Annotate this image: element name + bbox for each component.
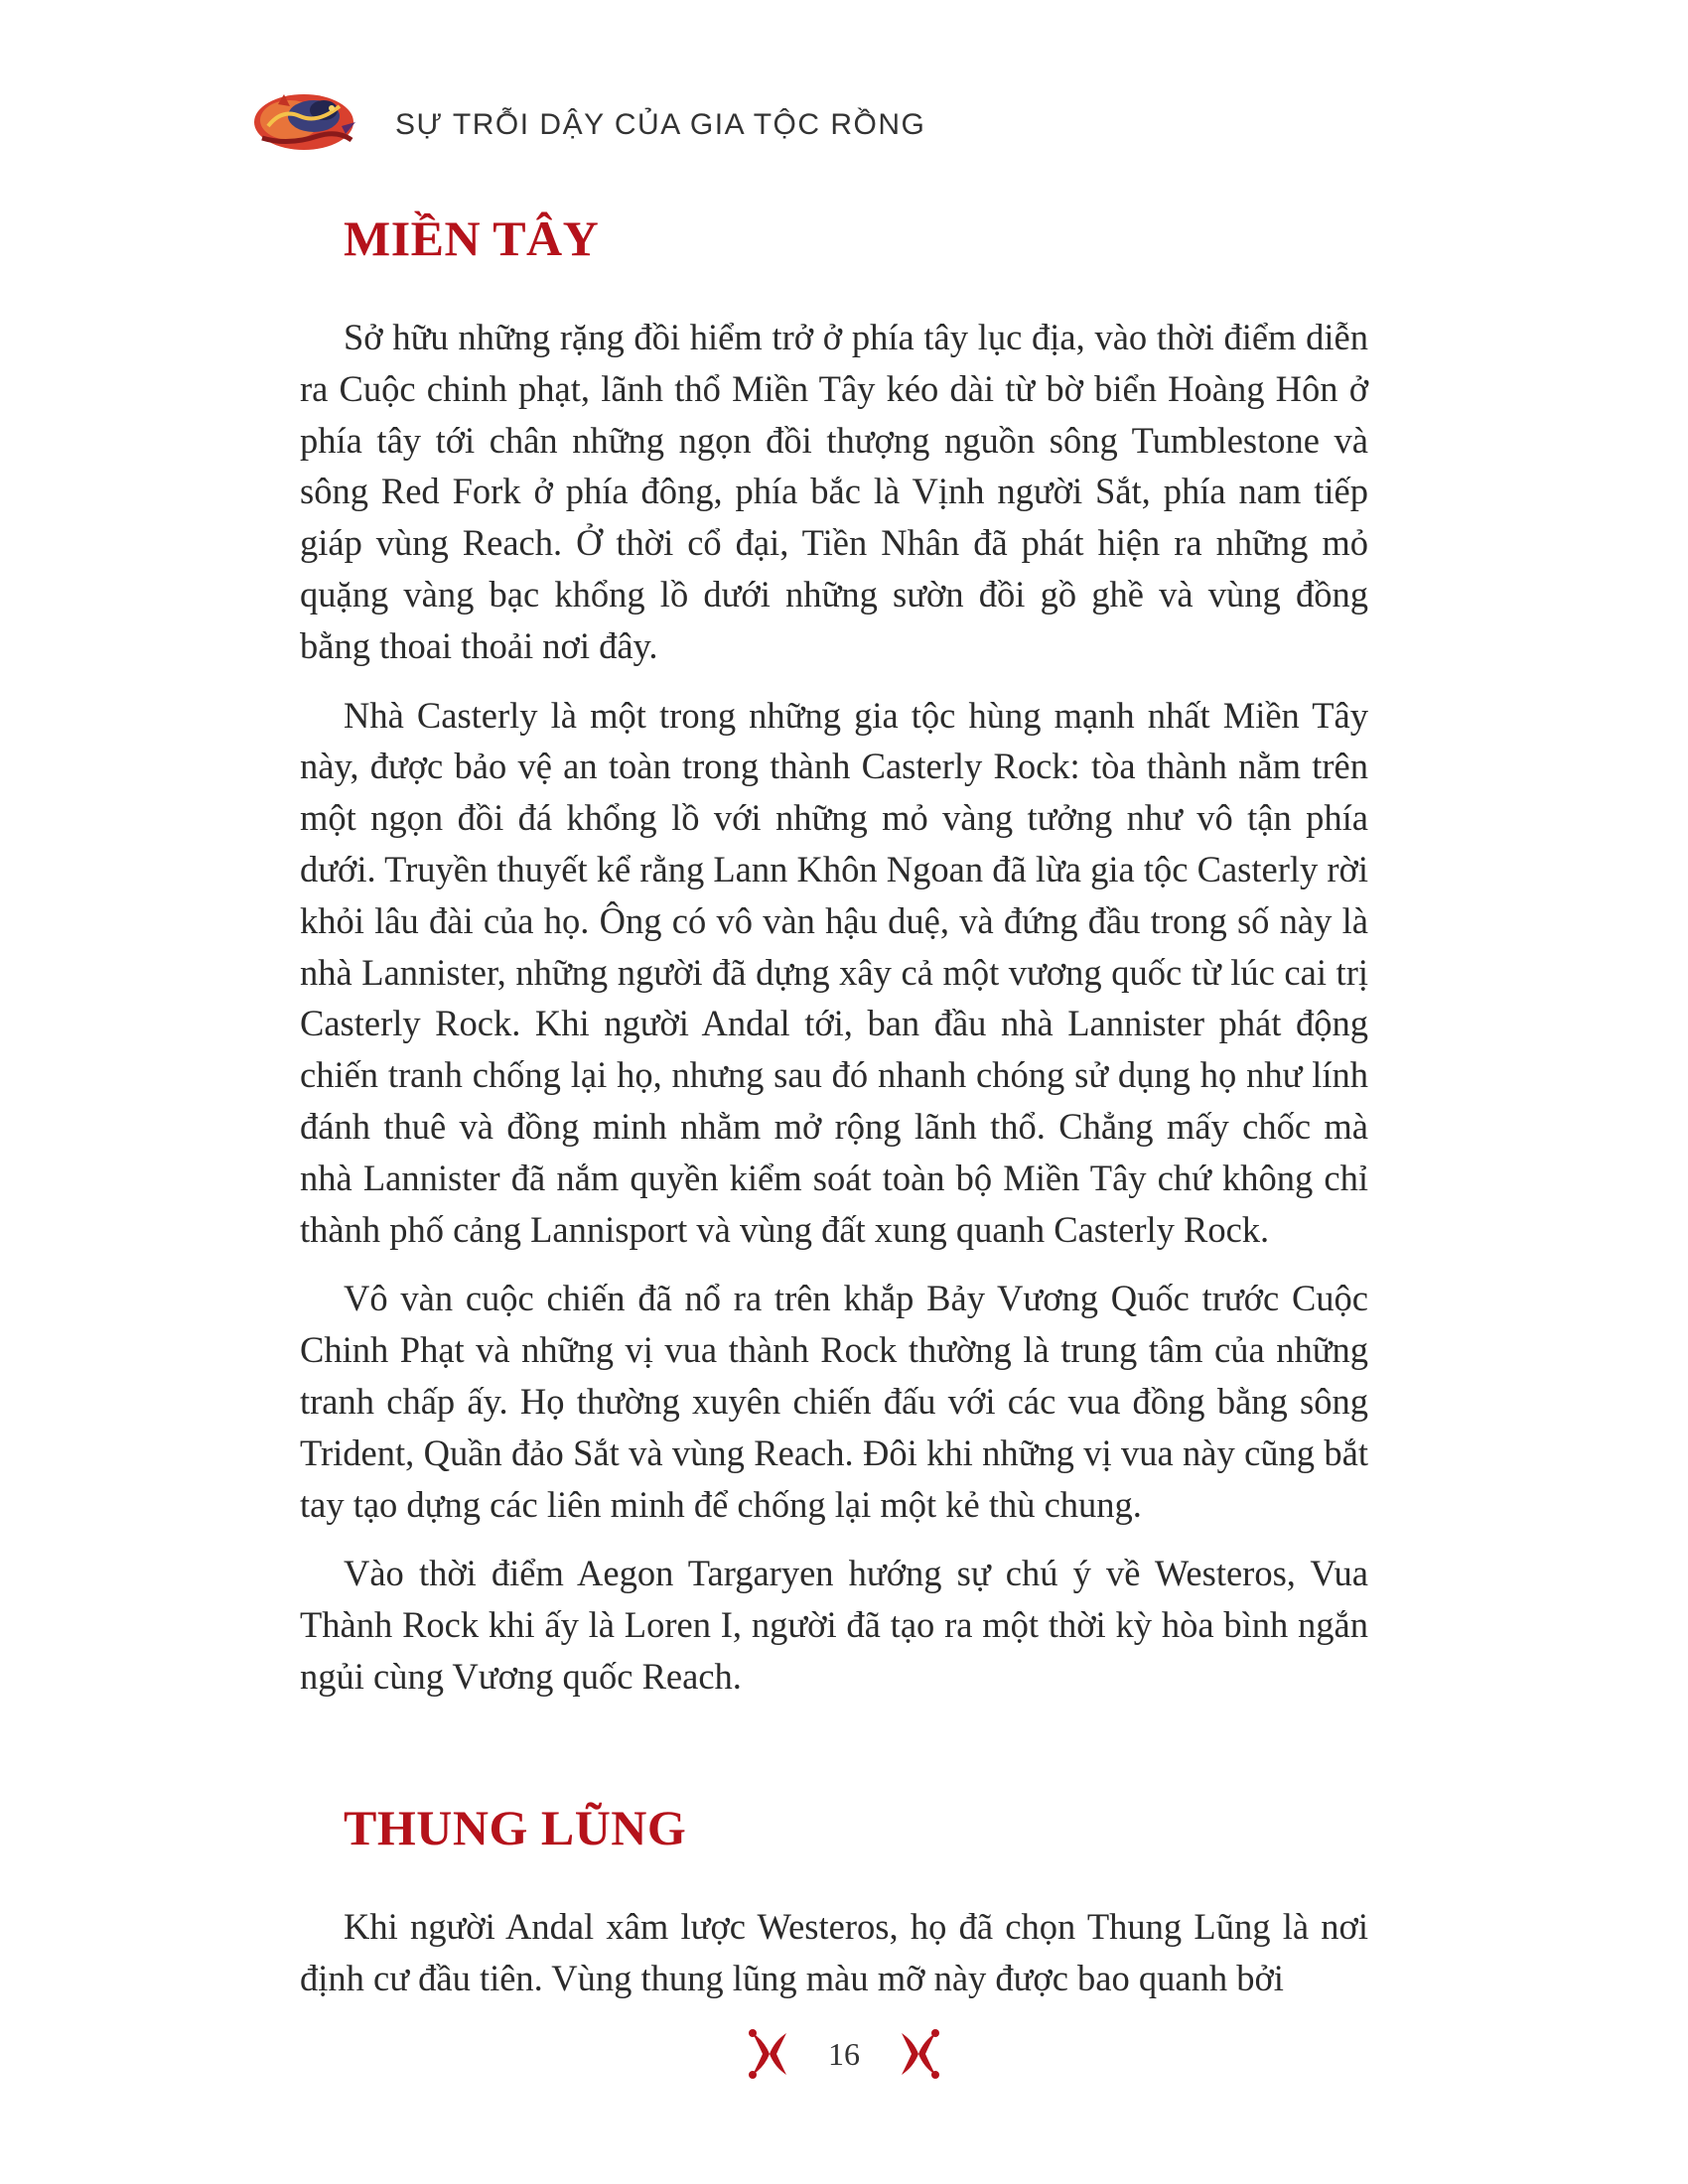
- section-heading: MIỀN TÂY: [344, 210, 600, 266]
- running-header: [248, 87, 925, 157]
- flourish-ornament-icon: [747, 2027, 792, 2081]
- paragraph: Sở hữu những rặng đồi hiểm trở ở phía tây lục địa, vào thời điểm diễn ra Cuộc chinh phạt, lãnh thổ Miền Tây kéo dài từ bờ biển Hoàng Hôn ở phía tây tới chân những ngọn đồi thượng nguồn sông Tumblestone và sông Red Fork ở phía đông, phía bắc là Vịnh người Sắt, phía nam tiếp giáp vùng Reach. Ở thời cổ đại, Tiền Nhân đã phát hiện ra những mỏ quặng vàng bạc khổng lồ dưới những sườn đồi gồ ghề và vùng đồng bằng thoai thoải nơi đây.: [300, 317, 1368, 666]
- section-heading: THUNG LŨNG: [344, 1799, 687, 1855]
- page-footer: [0, 2027, 1688, 2081]
- paragraph: Nhà Casterly là một trong những gia tộc hùng mạnh nhất Miền Tây này, được bảo vệ an toàn trong thành Casterly Rock: tòa thành nằm trên một ngọn đồi đá khổng lồ với những mỏ vàng tưởng như vô tận phía dưới. Truyền thuyết kể rằng Lann Khôn Ngoan đã lừa gia tộc Casterly rời khỏi lâu đài của họ. Ông có vô vàn hậu duệ, và đứng đầu trong số này là nhà Lannister, những người đã dựng xây cả một vương quốc từ lúc cai trị Casterly Rock. Khi người Andal tới, ban đầu nhà Lannister phát động chiến tranh chống lại họ, nhưng sau đó nhanh chóng sử dụng họ như lính đánh thuê và đồng minh nhằm mở rộng lãnh thổ. Chẳng mấy chốc mà nhà Lannister đã nắm quyền kiểm soát toàn bộ Miền Tây chứ không chỉ thành phố cảng Lannisport và vùng đất xung quanh Casterly Rock.: [300, 694, 1368, 1250]
- paragraph: Vào thời điểm Aegon Targaryen hướng sự chú ý về Westeros, Vua Thành Rock khi ấy là Loren I, người đã tạo ra một thời kỳ hòa bình ngắn ngủi cùng Vương quốc Reach.: [300, 1553, 1368, 1697]
- page-number: 16: [828, 2035, 860, 2072]
- flourish-ornament-icon: [896, 2027, 941, 2081]
- book-title: SỰ TRỖI DẬY CỦA GIA TỘC RỒNG: [395, 108, 926, 141]
- page-body: [300, 199, 1368, 2003]
- paragraph: Khi người Andal xâm lược Westeros, họ đã chọn Thung Lũng là nơi định cư đầu tiên. Vùng thung lũng màu mỡ này được bao quanh bởi: [300, 1905, 1368, 1998]
- paragraph: Vô vàn cuộc chiến đã nổ ra trên khắp Bảy Vương Quốc trước Cuộc Chinh Phạt và những vị vua thành Rock thường là trung tâm của những tranh chấp ấy. Họ thường xuyên chiến đấu với các vua đồng bằng sông Trident, Quần đảo Sắt và vùng Reach. Đôi khi những vị vua này cũng bắt tay tạo dựng các liên minh để chống lại một kẻ thù chung.: [300, 1278, 1368, 1525]
- dragon-emblem-icon: [248, 86, 359, 158]
